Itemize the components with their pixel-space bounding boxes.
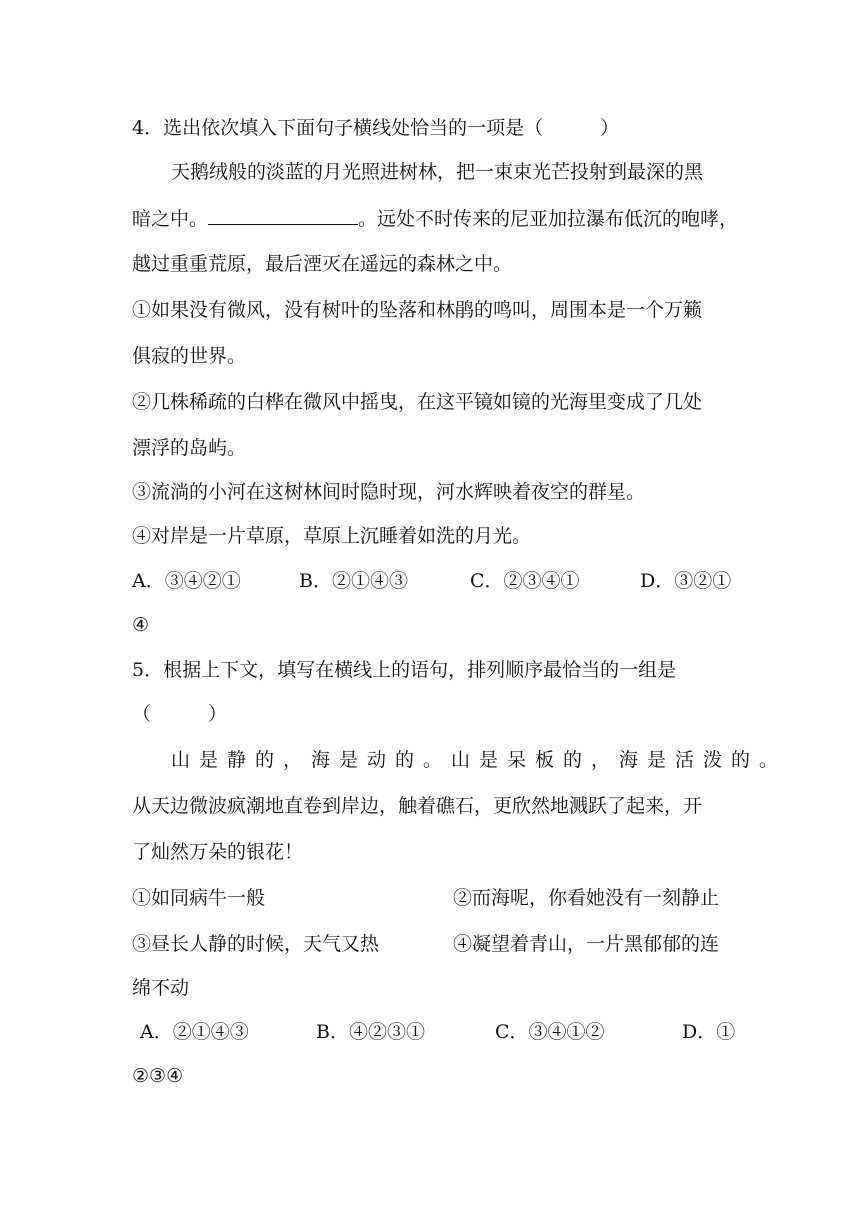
q5-passage-line3: 了灿然万朵的银花！ <box>132 841 304 863</box>
q4-passage-line3: 越过重重荒原，最后湮灭在遥远的森林之中。 <box>132 253 513 275</box>
q4-item2-line1: ②几株稀疏的白桦在微风中摇曳，在这平镜如镜的光海里变成了几处 <box>132 391 703 413</box>
q5-item2: ②而海呢，你看她没有一刻静止 <box>453 887 720 909</box>
q5-stem-line2: （ ） <box>132 703 228 725</box>
q5-option-c: C．③④①② <box>495 1021 605 1043</box>
q4-passage-line2-before: 暗之中。 <box>132 208 209 230</box>
q5-item4-line1: ④凝望着青山，一片黑郁郁的连 <box>453 933 720 955</box>
q4-stem: 4．选出依次填入下面句子横线处恰当的一项是（ ） <box>132 117 620 139</box>
q4-item1-line1: ①如果没有微风，没有树叶的坠落和林鹃的鸣叫，周围本是一个万籁 <box>132 299 703 321</box>
q4-option-d: D．③②① <box>640 570 732 592</box>
q4-fill-blank <box>208 206 358 225</box>
q4-option-d-continued: ④ <box>132 614 150 636</box>
q4-option-c: C．②③④① <box>470 570 580 592</box>
q4-item2-line2: 漂浮的岛屿。 <box>132 437 247 459</box>
q5-option-d-continued: ②③④ <box>132 1065 184 1087</box>
q4-item3: ③流淌的小河在这树林间时隐时现，河水辉映着夜空的群星。 <box>132 481 646 503</box>
q5-option-b: B．④②③① <box>316 1021 425 1043</box>
q4-option-b: B．②①④③ <box>299 570 408 592</box>
q4-passage-line2-after: 。远处不时传来的尼亚加拉瀑布低沉的咆哮， <box>358 208 739 230</box>
q5-passage-line1: 山是静的，海是动的。山是呆板的，海是活泼的。 <box>171 749 788 771</box>
q4-passage-line1: 天鹅绒般的淡蓝的月光照进树林，把一束束光芒投射到最深的黑 <box>171 161 704 183</box>
q4-item1-line2: 俱寂的世界。 <box>132 345 247 367</box>
q5-option-a: A．②①④③ <box>140 1021 249 1043</box>
q5-item4-line2: 绵不动 <box>132 977 190 999</box>
q4-passage-line2 <box>132 206 738 231</box>
q5-item1: ①如同病牛一般 <box>132 887 266 909</box>
q5-option-d: D．① <box>682 1021 736 1043</box>
q5-item3: ③昼长人静的时候，天气又热 <box>132 933 380 955</box>
q5-stem-line1: 5．根据上下文，填写在横线上的语句，排列顺序最恰当的一组是 <box>132 659 677 681</box>
q5-passage-line2: 从天边微波疯潮地直卷到岸边，触着礁石，更欣然地溅跃了起来，开 <box>132 795 703 817</box>
q4-option-a: A．③④②① <box>132 570 241 592</box>
q4-item4: ④对岸是一片草原，草原上沉睡着如洗的月光。 <box>132 525 532 547</box>
